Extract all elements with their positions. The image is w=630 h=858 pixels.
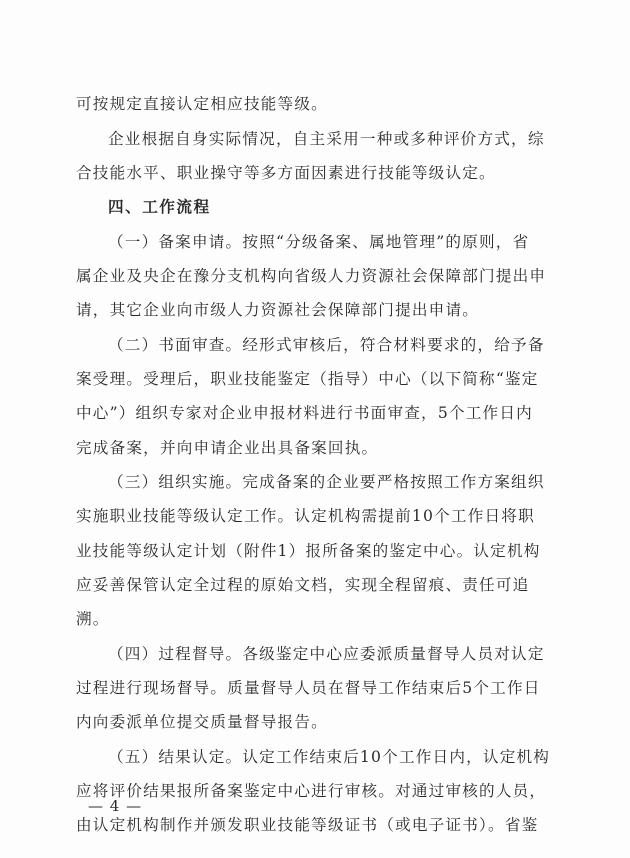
text-line: （二）书面审查。经形式审核后，符合材料要求的，给予备: [108, 336, 545, 354]
text-line: 企业根据自身实际情况，自主采用一种或多种评价方式，综: [108, 130, 545, 148]
text-line: 属企业及央企在豫分支机构向省级人力资源社会保障部门提出申: [76, 267, 547, 285]
section-heading: 四、工作流程: [108, 197, 211, 216]
text-line: 中心”）组织专家对企业申报材料进行书面审查，5个工作日内: [76, 404, 533, 422]
text-line: 请，其它企业向市级人力资源社会保障部门提出申请。: [76, 301, 480, 319]
text-line: 合技能水平、职业操守等多方面因素进行技能等级认定。: [76, 164, 496, 182]
text-line: 案受理。受理后，职业技能鉴定（指导）中心（以下简称“鉴定: [76, 370, 539, 388]
text-line: 内向委派单位提交质量督导报告。: [76, 713, 328, 731]
text-line: 应将评价结果报所备案鉴定中心进行审核。对通过审核的人员，: [76, 782, 547, 800]
text-line: 实施职业技能等级认定工作。认定机构需提前10个工作日将职: [76, 507, 535, 525]
text-line: 由认定机构制作并颁发职业技能等级证书（或电子证书）。省鉴: [76, 816, 539, 834]
text-line: （一）备案申请。按照“分级备案、属地管理”的原则，省: [108, 233, 530, 251]
page-number: — 4 —: [88, 797, 143, 815]
text-line: 溯。: [76, 610, 110, 628]
text-line: 完成备案，并向申请企业出具备案回执。: [76, 439, 379, 457]
text-line: 可按规定直接认定相应技能等级。: [76, 95, 328, 113]
text-line: 过程进行现场督导。质量督导人员在督导工作结束后5个工作日: [76, 679, 541, 697]
text-line: （五）结果认定。认定工作结束后10个工作日内，认定机构: [108, 748, 551, 766]
text-line: 应妥善保管认定全过程的原始文档，实现全程留痕、责任可追: [76, 576, 530, 594]
text-line: （三）组织实施。完成备案的企业要严格按照工作方案组织: [108, 473, 545, 491]
text-line: （四）过程督导。各级鉴定中心应委派质量督导人员对认定: [108, 645, 545, 663]
text-line: 业技能等级认定计划（附件1）报所备案的鉴定中心。认定机构: [76, 542, 541, 560]
